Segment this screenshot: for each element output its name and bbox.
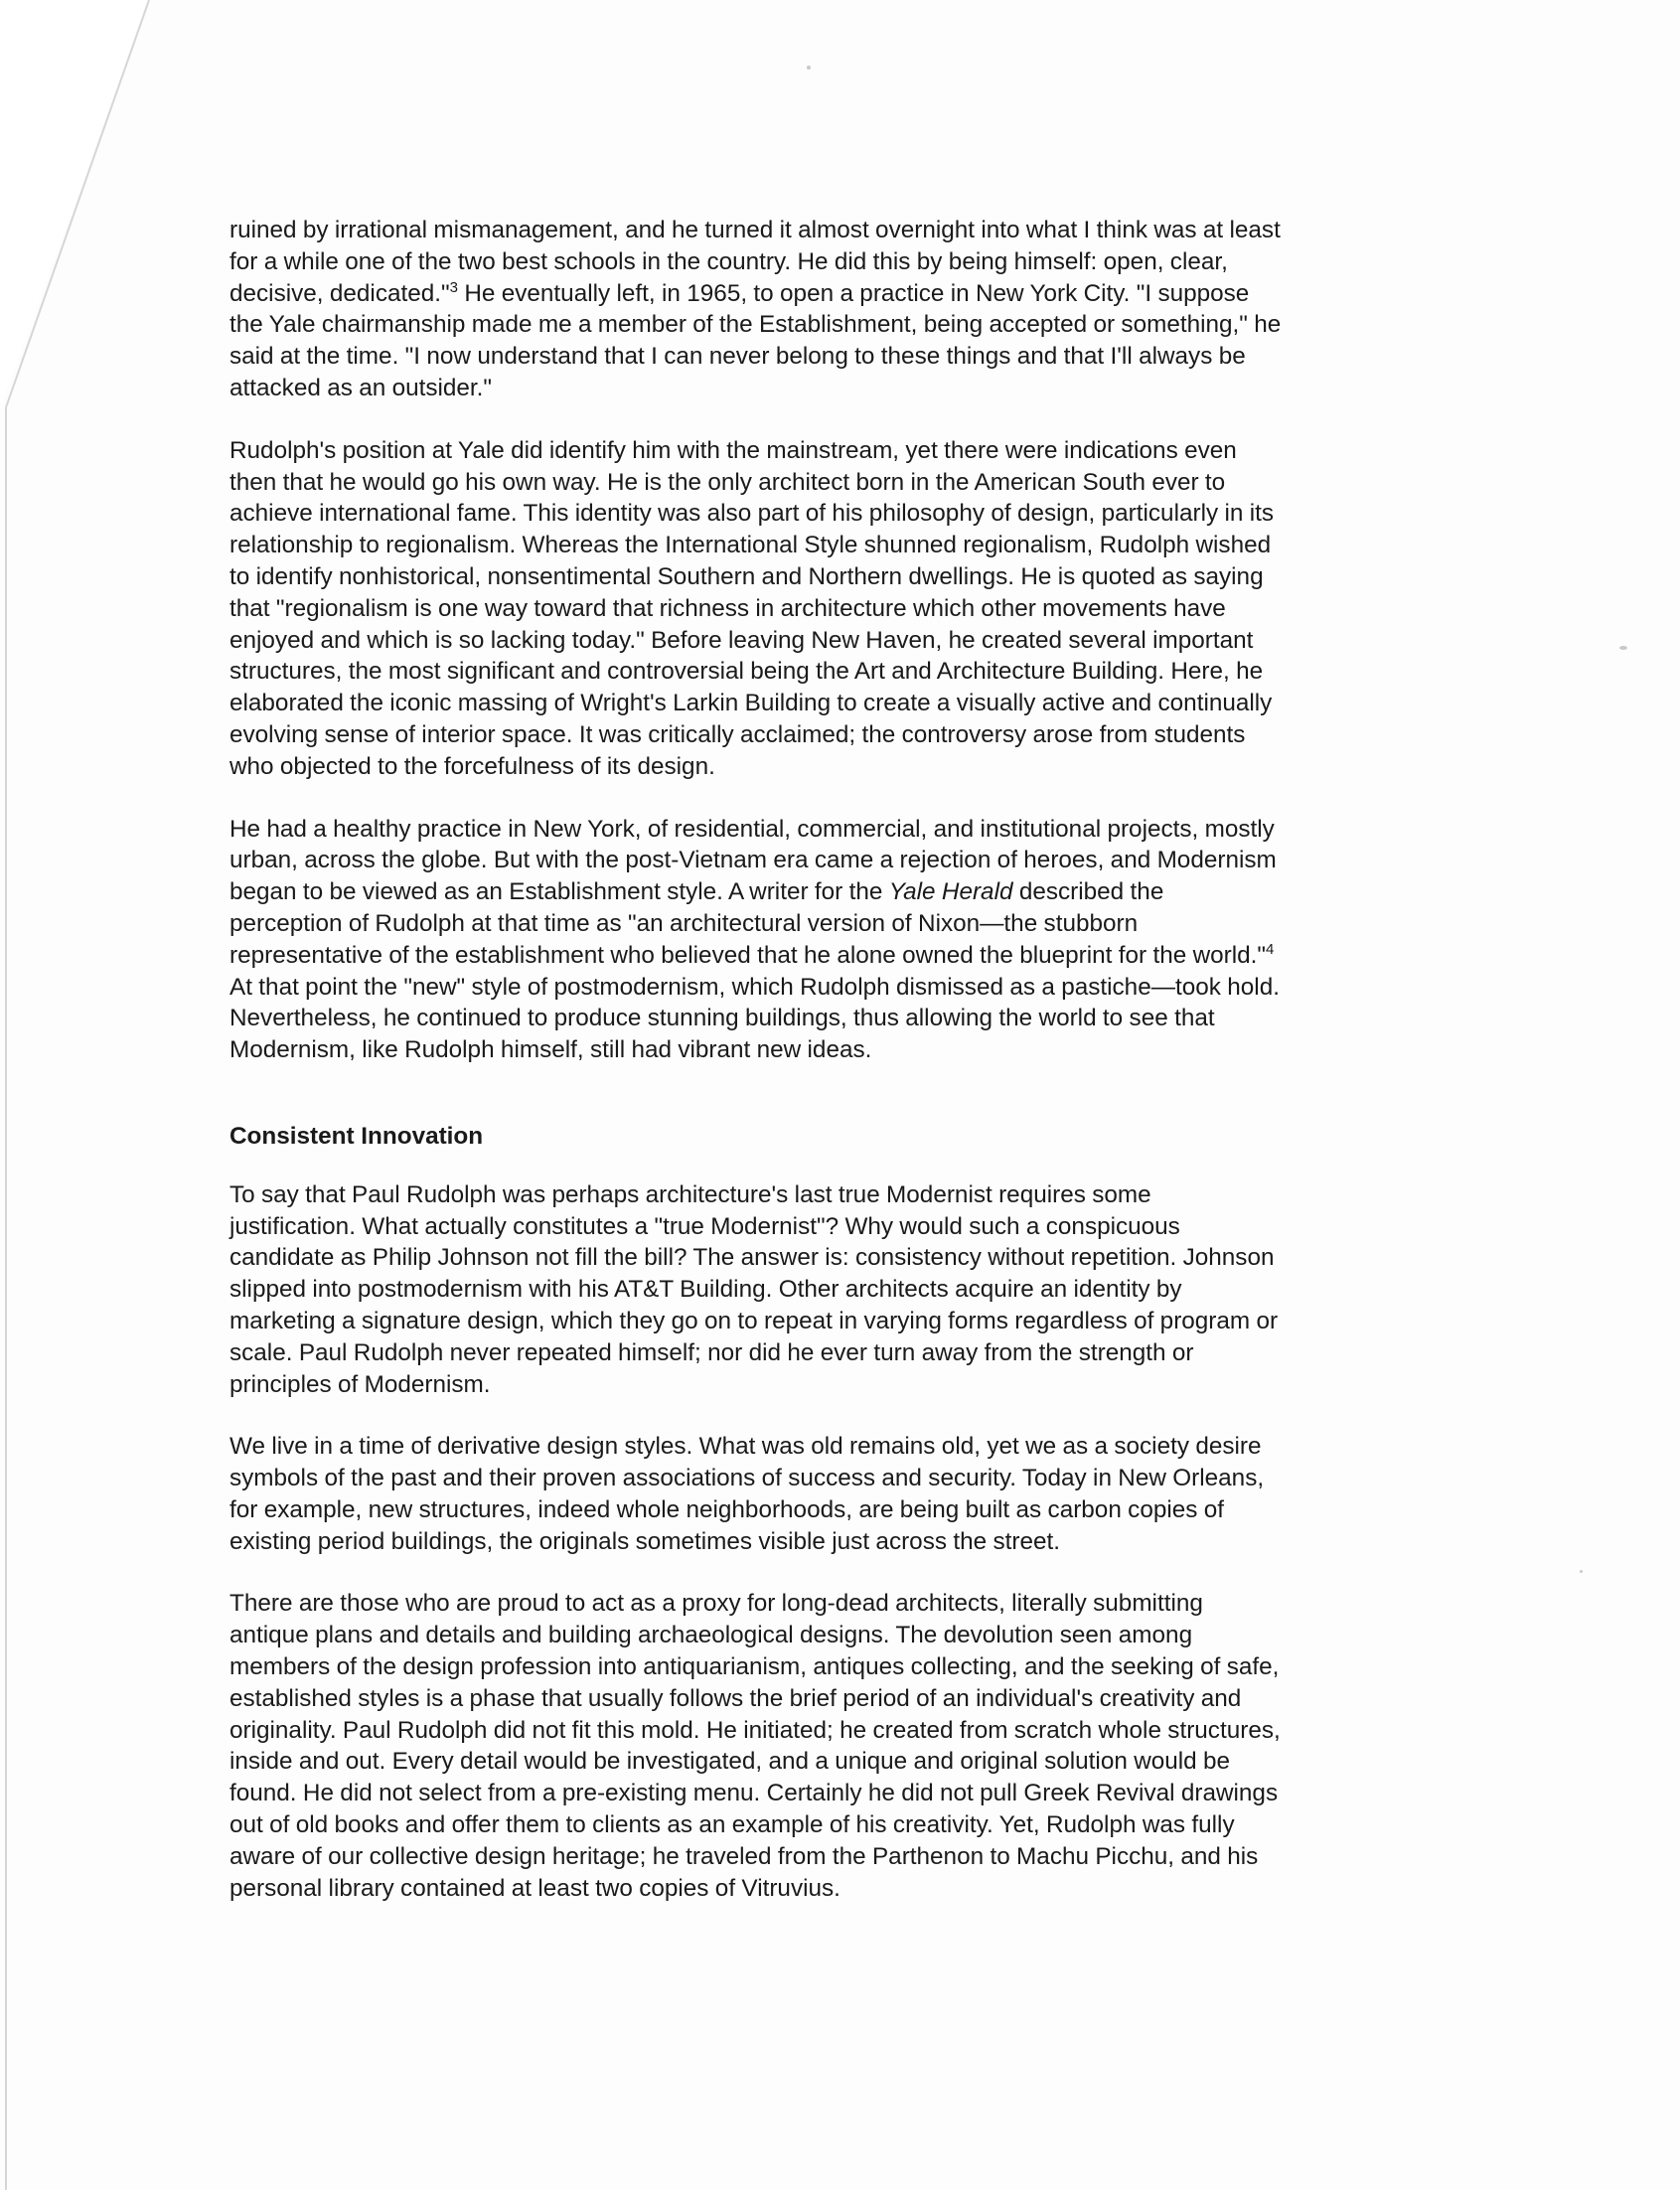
text-line: candidate as Philip Johnson not fill the bill? The answer is: consistency without repetition. Johnson xyxy=(229,1244,1275,1272)
paragraph-1 xyxy=(229,215,1471,404)
text-line: evolving sense of interior space. It was critically acclaimed; the controversy arose from students xyxy=(229,720,1246,748)
text-line: personal library contained at least two copies of Vitruvius. xyxy=(229,1874,840,1902)
text-line: said at the time. "I now understand that I can never belong to these things and that I'll always be xyxy=(229,343,1246,371)
text-fragment: began to be viewed as an Establishment style. A writer for the xyxy=(229,878,889,906)
scan-speck xyxy=(1580,1570,1583,1573)
text-line: Modernism, like Rudolph himself, still had vibrant new ideas. xyxy=(229,1036,872,1064)
text-line: At that point the "new" style of postmodernism, which Rudolph dismissed as a pastiche—took hold. xyxy=(229,973,1280,1001)
text-line: structures, the most significant and controversial being the Art and Architecture Building. Here, he xyxy=(229,658,1264,686)
text-line: originality. Paul Rudolph did not fit this mold. He initiated; he created from scratch whole structures, xyxy=(229,1716,1281,1744)
text-line: for example, new structures, indeed whole neighborhoods, are being built as carbon copies of xyxy=(229,1495,1225,1523)
paragraph-2 xyxy=(229,435,1471,783)
text-line: marketing a signature design, which they go on to repeat in varying forms regardless of program or xyxy=(229,1307,1279,1334)
text-line: antique plans and details and building archaeological designs. The devolution seen among xyxy=(229,1622,1193,1649)
text-line: principles of Modernism. xyxy=(229,1370,491,1398)
footnote-marker: 3 xyxy=(449,278,458,296)
text-line: the Yale chairmanship made me a member of the Establishment, being accepted or something," he xyxy=(229,311,1282,339)
text-line: for a while one of the two best schools in the country. He did this by being himself: open, clear, xyxy=(229,247,1228,275)
text-line: inside and out. Every detail would be investigated, and a unique and original solution would be xyxy=(229,1748,1231,1776)
footnote-marker: 4 xyxy=(1266,940,1275,958)
text-line: To say that Paul Rudolph was perhaps architecture's last true Modernist requires some xyxy=(229,1180,1151,1208)
text-line: members of the design profession into antiquarianism, antiques collecting, and the seeking of safe, xyxy=(229,1653,1280,1681)
text-line xyxy=(229,876,1471,908)
text-fragment: decisive, dedicated." xyxy=(229,279,450,307)
text-line: There are those who are proud to act as a proxy for long-dead architects, literally submitting xyxy=(229,1590,1203,1618)
text-line: existing period buildings, the originals sometimes visible just across the street. xyxy=(229,1527,1060,1555)
article-body xyxy=(229,215,1471,1935)
text-line: scale. Paul Rudolph never repeated himself; nor did he ever turn away from the strength or xyxy=(229,1338,1194,1366)
text-line: enjoyed and which is so lacking today." Before leaving New Haven, he created several important xyxy=(229,626,1254,654)
text-line: We live in a time of derivative design styles. What was old remains old, yet we as a society desire xyxy=(229,1433,1262,1461)
text-line: to identify nonhistorical, nonsentimental Southern and Northern dwellings. He is quoted as saying xyxy=(229,562,1264,590)
text-line: that "regionalism is one way toward that richness in architecture which other movements have xyxy=(229,594,1226,622)
text-line: justification. What actually constitutes a "true Modernist"? Why would such a conspicuous xyxy=(229,1212,1180,1240)
section-heading: Consistent Innovation xyxy=(229,1122,484,1150)
text-line xyxy=(229,940,1471,972)
scan-speck xyxy=(1619,646,1627,650)
publication-title: Yale Herald xyxy=(888,878,1013,906)
text-line: out of old books and offer them to clients as an example of his creativity. Yet, Rudolph was fully xyxy=(229,1811,1235,1839)
text-line: then that he would go his own way. He is the only architect born in the American South ever to xyxy=(229,468,1226,496)
text-line: elaborated the iconic massing of Wright's Larkin Building to create a visually active and continually xyxy=(229,690,1273,717)
text-line xyxy=(229,278,1471,310)
text-line: symbols of the past and their proven associations of success and security. Today in New Orleans, xyxy=(229,1465,1265,1492)
text-fragment: He eventually left, in 1965, to open a practice in New York City. "I suppose xyxy=(457,279,1250,307)
paragraph-4 xyxy=(229,1179,1471,1401)
text-line: relationship to regionalism. Whereas the International Style shunned regionalism, Rudolph wished xyxy=(229,532,1272,559)
paragraph-5 xyxy=(229,1431,1471,1557)
text-fragment: representative of the establishment who believed that he alone owned the blueprint for the world." xyxy=(229,941,1267,969)
text-line: Nevertheless, he continued to produce stunning buildings, thus allowing the world to see that xyxy=(229,1005,1215,1032)
scan-speck xyxy=(807,66,811,70)
text-line: aware of our collective design heritage; he traveled from the Parthenon to Machu Picchu, and his xyxy=(229,1842,1259,1870)
text-fragment: described the xyxy=(1012,878,1164,906)
text-line: who objected to the forcefulness of its design. xyxy=(229,752,715,780)
text-line: established styles is a phase that usually follows the brief period of an individual's creativity and xyxy=(229,1684,1242,1712)
text-line: slipped into postmodernism with his AT&T Building. Other architects acquire an identity by xyxy=(229,1276,1182,1304)
text-line: achieve international fame. This identity was also part of his philosophy of design, particularly in its xyxy=(229,500,1275,528)
text-line: urban, across the globe. But with the post-Vietnam era came a rejection of heroes, and Modernism xyxy=(229,847,1277,874)
text-line: Rudolph's position at Yale did identify him with the mainstream, yet there were indications even xyxy=(229,436,1237,464)
text-line: attacked as an outsider." xyxy=(229,374,493,401)
paragraph-6 xyxy=(229,1588,1471,1904)
paragraph-3 xyxy=(229,814,1471,1066)
text-line: perception of Rudolph at that time as "an architectural version of Nixon—the stubborn xyxy=(229,909,1139,937)
text-line: ruined by irrational mismanagement, and he turned it almost overnight into what I think was at least xyxy=(229,217,1281,243)
text-line: He had a healthy practice in New York, of residential, commercial, and institutional projects, mostly xyxy=(229,815,1275,843)
text-line: found. He did not select from a pre-existing menu. Certainly he did not pull Greek Revival drawings xyxy=(229,1780,1279,1807)
